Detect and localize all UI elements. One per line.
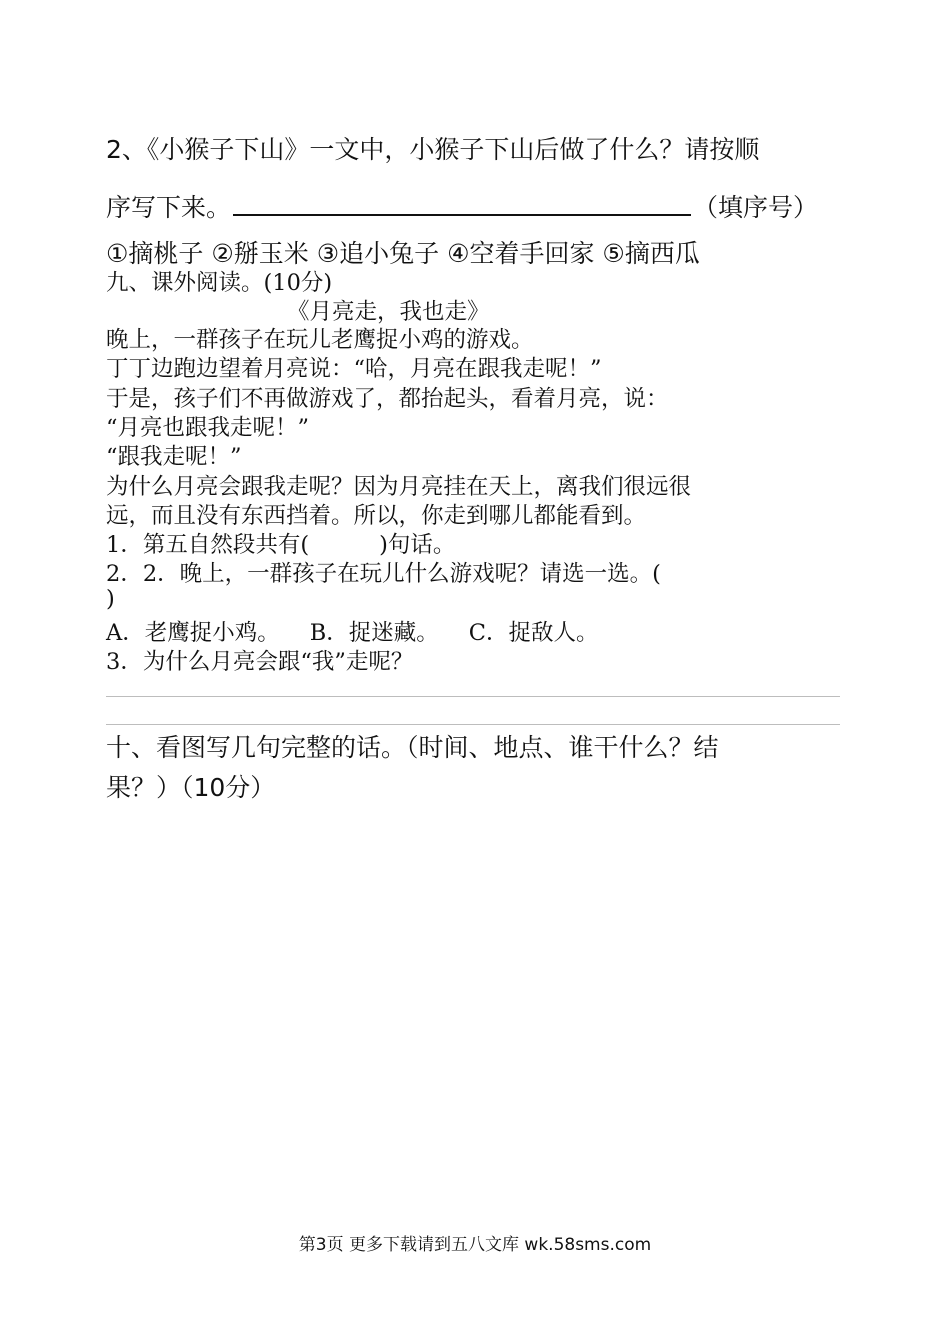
reading-question-1 <box>106 527 455 559</box>
question2-line2-prefix: 序写下来。 <box>106 193 232 222</box>
section9-heading: 九、课外阅读。(10分) <box>106 270 333 296</box>
question2-line1: 2、《小猴子下山》一文中，小猴子下山后做了什么？请按顺 <box>106 135 760 164</box>
choice-a: A．老鹰捉小鸡。 <box>106 620 280 646</box>
question-1-prefix: 1．第五自然段共有( <box>106 532 310 558</box>
passage-line: 于是，孩子们不再做游戏了，都抬起头，看着月亮，说： <box>106 386 669 412</box>
section10-line1: 十、看图写几句完整的话。（时间、地点、谁干什么？结 <box>106 733 719 762</box>
passage-line: “跟我走呢！” <box>106 444 242 470</box>
reading-question-2-line1: 2．2．晚上，一群孩子在玩儿什么游戏呢？请选一选。( <box>106 561 661 587</box>
page-footer: 第3页 更多下载请到五八文库 wk.58sms.com <box>298 1235 652 1255</box>
passage-line: 为什么月亮会跟我走呢？因为月亮挂在天上，离我们很远很 <box>106 474 692 500</box>
passage-line: 远，而且没有东西挡着。所以，你走到哪儿都能看到。 <box>106 503 647 529</box>
question2-line2 <box>106 188 818 224</box>
question-1-suffix: )句话。 <box>379 532 456 558</box>
passage-line: 晚上，一群孩子在玩儿老鹰捉小鸡的游戏。 <box>106 327 534 353</box>
choice-c: C．捉敌人。 <box>468 620 599 646</box>
question2-line2-suffix: （填序号） <box>693 193 819 222</box>
choice-b: B．捉迷藏。 <box>309 620 439 646</box>
choice-row <box>106 615 599 647</box>
passage-line: 丁丁边跑边望着月亮说：“哈，月亮在跟我走呢！” <box>106 356 602 382</box>
section10-line2: 果？）（10分） <box>106 773 276 802</box>
passage-line: “月亮也跟我走呢！” <box>106 415 310 441</box>
answer-line[interactable] <box>106 696 840 697</box>
answer-line[interactable] <box>106 724 840 725</box>
answer-blank[interactable] <box>233 192 691 216</box>
question2-options: ①摘桃子 ②掰玉米 ③追小兔子 ④空着手回家 ⑤摘西瓜 <box>106 239 700 268</box>
reading-question-2-line2: ) <box>106 586 115 612</box>
passage-title: 《月亮走，我也走》 <box>287 299 490 325</box>
reading-question-3: 3．为什么月亮会跟“我”走呢？ <box>106 649 414 675</box>
